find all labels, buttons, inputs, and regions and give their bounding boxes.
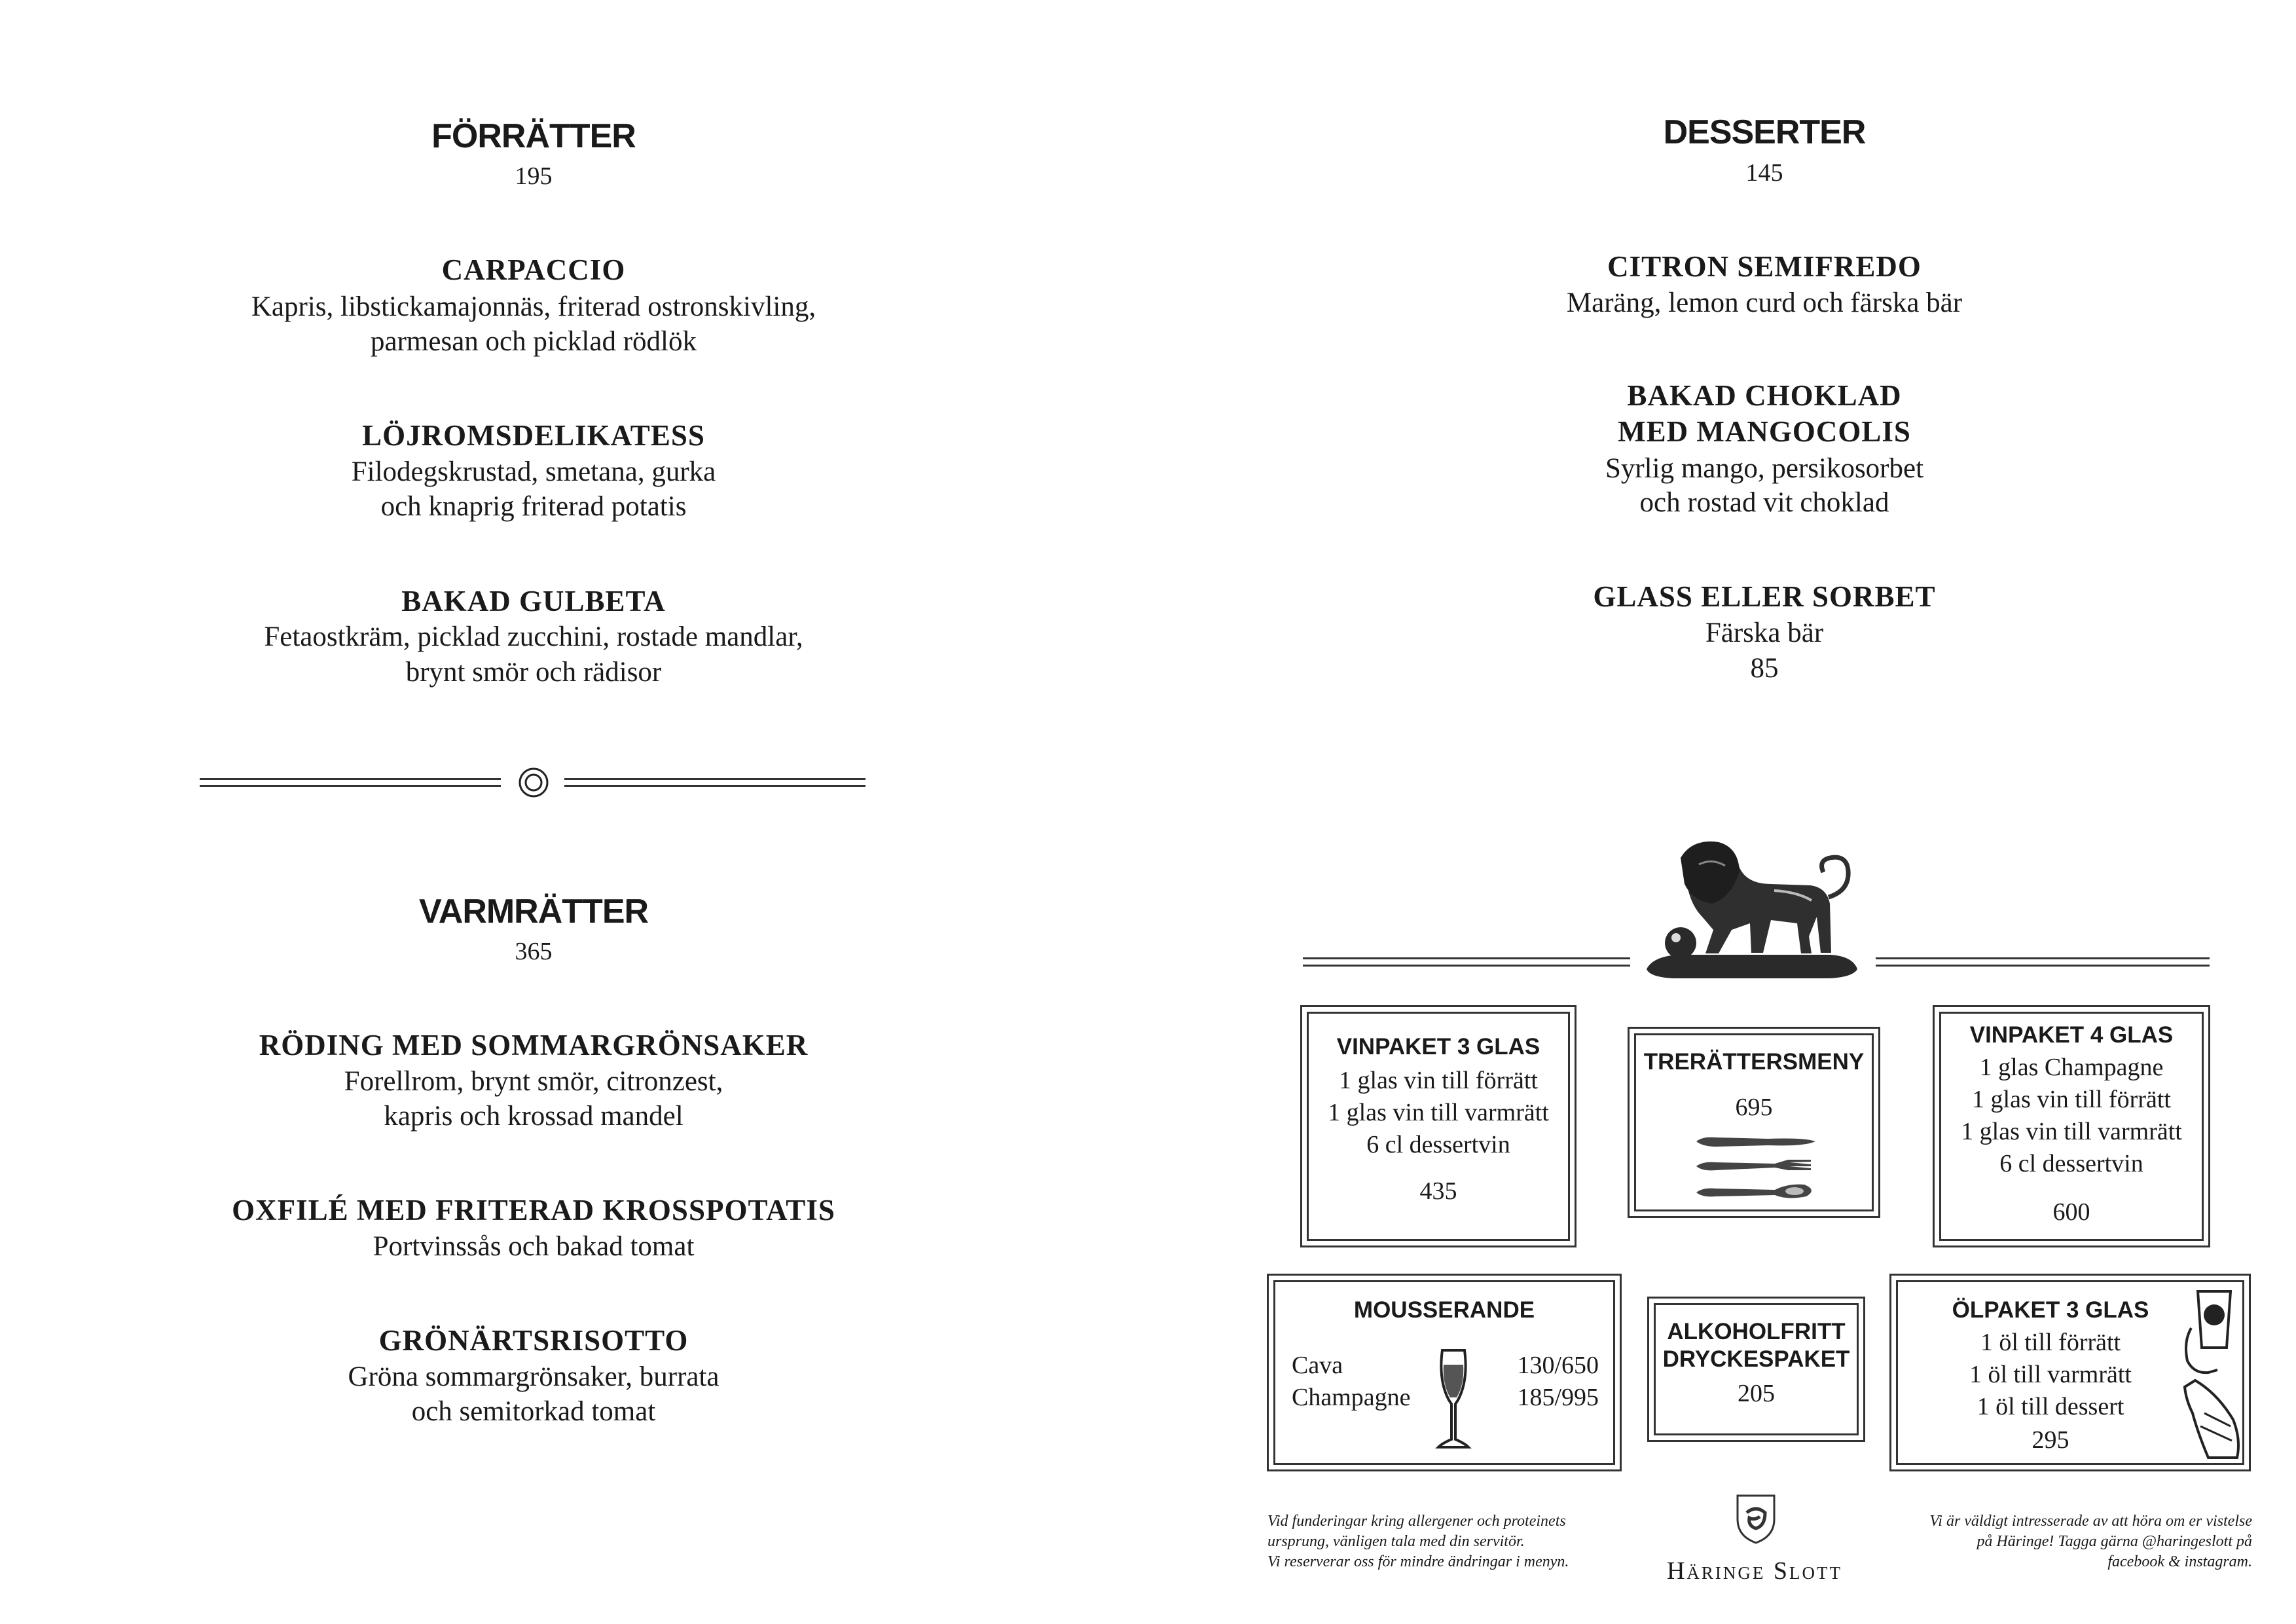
varmratter-title: VARMRÄTTER [418,893,649,931]
dish-name: RÖDING MED SOMMARGRÖNSAKER [259,1029,809,1061]
drink-name: Cava [1292,1352,1343,1379]
dish-desc: Filodegskrustad, smetana, gurka [351,456,716,487]
dish-desc: Portvinssås och bakad tomat [373,1231,695,1262]
divider-left [200,778,501,787]
dish-name: BAKAD GULBETA [401,585,666,618]
package-line: 6 cl dessertvin [1999,1150,2143,1177]
footer-left-line: Vid funderingar kring allergener och proteinets [1267,1513,1566,1530]
package-line: 1 glas Champagne [1979,1054,2164,1081]
divider-right [564,778,866,787]
dish-name: CARPACCIO [441,253,626,286]
drink-price: 130/650 [1517,1352,1599,1379]
footer-left-line: Vi reserverar oss för mindre ändringar i menyn. [1267,1553,1569,1570]
haringe-crest-icon [1735,1493,1777,1544]
haringe-logo-text: Häringe Slott [1666,1557,1843,1585]
beer-glass-icon [2178,1289,2244,1460]
dish-name: LÖJROMSDELIKATESS [362,419,705,452]
champagne-glass-icon [1434,1348,1472,1451]
dish-desc: Forellrom, brynt smör, citronzest, [344,1066,723,1097]
dish-desc: och semitorkad tomat [411,1396,656,1427]
desserter-price: 145 [1745,159,1783,187]
footer-note-right [1859,1511,2252,1572]
dish-price: 85 [1750,653,1779,684]
lion-emblem-icon [1640,838,1863,984]
dish-desc: Kapris, libstickamajonnäs, friterad ostronskivling, [251,291,816,322]
target-ornament-icon [517,766,550,799]
dish-desc: Syrlig mango, persikosorbet [1605,453,1924,484]
footer-right-line: facebook & instagram. [2107,1553,2252,1570]
dish-desc: Färska bär [1705,618,1824,648]
package-line: 1 öl till varmrätt [1969,1361,2132,1388]
varmratter-price: 365 [515,938,553,965]
package-price: 695 [1735,1094,1773,1121]
desserter-title: DESSERTER [1663,113,1866,151]
footer-left-line: ursprung, vänligen tala med din servitör. [1267,1533,1525,1550]
dish-desc: parmesan och picklad rödlök [371,326,697,357]
dish-desc: och rostad vit choklad [1639,487,1889,518]
package-price: 205 [1738,1380,1775,1407]
package-line: 1 glas vin till varmrätt [1961,1118,2182,1145]
mousserande-title: MOUSSERANDE [1353,1297,1535,1323]
dish-desc: kapris och krossad mandel [384,1101,683,1132]
vinpaket-3-box [1300,1005,1576,1247]
alkoholfritt-title: DRYCKESPAKET [1662,1346,1850,1372]
cutlery-icon [1690,1127,1821,1206]
olpaket-3-title: ÖLPAKET 3 GLAS [1952,1297,2149,1323]
package-price: 295 [2032,1426,2069,1454]
dish-desc: Fetaostkräm, picklad zucchini, rostade mandlar, [264,621,803,652]
dish-name: GLASS ELLER SORBET [1593,580,1936,613]
emblem-rule-left [1303,957,1630,967]
mousserande-box [1267,1274,1622,1471]
dish-name: BAKAD CHOKLAD [1627,379,1902,412]
package-line: 1 öl till dessert [1977,1393,2124,1420]
drink-price: 185/995 [1517,1384,1599,1411]
footer-right-line: Vi är väldigt intresserade av att höra om er vistelse [1929,1513,2252,1530]
vinpaket-4-title: VINPAKET 4 GLAS [1969,1022,2174,1048]
dish-desc: brynt smör och rädisor [405,657,662,688]
dish-name: OXFILÉ MED FRITERAD KROSSPOTATIS [232,1194,835,1227]
dish-desc: Gröna sommargrönsaker, burrata [348,1361,720,1392]
footer-note-left [1267,1511,1634,1572]
olpaket-3-box [1889,1274,2251,1471]
drink-name: Champagne [1292,1384,1411,1411]
dish-name: CITRON SEMIFREDO [1607,250,1922,283]
vinpaket-4-box [1933,1005,2210,1247]
footer-right-line: på Häringe! Tagga gärna @haringeslott på [1977,1533,2252,1550]
package-price: 435 [1419,1177,1457,1205]
package-line: 6 cl dessertvin [1366,1131,1510,1158]
forratter-price: 195 [515,162,553,190]
package-line: 1 öl till förrätt [1980,1329,2121,1356]
dish-name: MED MANGOCOLIS [1618,415,1911,448]
forratter-title: FÖRRÄTTER [431,117,636,155]
dish-name: GRÖNÄRTSRISOTTO [378,1324,689,1357]
package-line: 1 glas vin till förrätt [1339,1067,1538,1094]
package-price: 600 [2052,1198,2090,1226]
vinpaket-3-title: VINPAKET 3 GLAS [1336,1034,1540,1060]
dish-desc: och knaprig friterad potatis [380,491,687,522]
emblem-rule-right [1876,957,2210,967]
package-line: 1 glas vin till varmrätt [1328,1099,1549,1126]
package-line: 1 glas vin till förrätt [1972,1086,2171,1113]
alkoholfritt-box [1647,1297,1865,1442]
treratters-box [1628,1027,1880,1218]
treratters-title: TRERÄTTERSMENY [1643,1049,1865,1075]
alkoholfritt-title: ALKOHOLFRITT [1667,1319,1846,1344]
dish-desc: Maräng, lemon curd och färska bär [1566,287,1963,318]
